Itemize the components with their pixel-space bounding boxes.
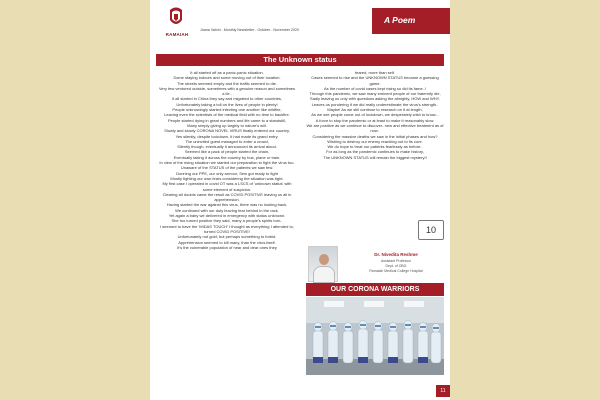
poem-line: We are positive as we continue to discover- new and effective treatment as of now.. [306,122,444,134]
ramaiah-logo [164,6,188,42]
poem-line: It's the vulnerable population of near and dear ones they [177,244,277,250]
poem-line: Unfortunately not gold, but perhaps something to forbid. [177,234,277,240]
poem-line: Mostly fighting our own fears considering the situation was tight. [170,175,284,181]
page-badge: 10 [418,220,444,240]
poem-line: She too turned positive they said, many a people's spirits torn.. [171,218,283,224]
author-dept: Dept. of OBG [385,264,407,268]
poem-line: People started dying in great numbers and life came to a standstill, [167,117,287,123]
poem-line: We continued with our duty leaving fear behind in the rack. [175,207,279,213]
poem-line: Yes silently, despite lockdown, it had made its grand entry. [175,133,279,139]
article-title: The Unknown status [156,54,444,66]
poem-line: Silently though, eventually it announced its arrival aloud. [177,144,277,150]
poem-line: Unaware of the STATUS of the patients we saw few. [180,165,274,171]
poem-line: Very few ventured outside, sometimes with a genuine reason and sometimes a lie.. [158,85,296,97]
newsletter-page [150,0,450,400]
poem-line: Through this pandemic, we saw many eminent people of our fraternity die, [309,91,441,97]
poem-line: Maybe! As we still continue to research on it at length, [327,107,423,113]
logo-text: RAMAIAH [165,32,189,37]
poem-line: Yet again a baby we delivered in emergency with status unknown. [168,213,286,219]
poem-line: People unknowingly started infecting one another like wildfire, [172,107,282,113]
author-title: Assistant Professor [380,259,412,263]
warriors-heading: OUR CORONA WARRIORS [306,283,444,296]
section-tab: A Poem [372,8,450,34]
poem-line: Wishing to destroy our enemy reaching out to its core. [327,138,423,144]
poem-column-left [158,70,296,396]
poem-line: Considering the massive deaths we saw in the initial phases and how? [312,133,438,139]
poem-line: Having started the war against this virus, there was no looking back. [166,202,288,208]
author-block [306,246,444,284]
poem-line: Leaving even the scientists of the medical field with no time to backfire. [164,112,290,118]
poem-line: A force to stop the pandemic or at least to make it reasonably slow. [315,117,435,123]
poem-line: The UNKNOWN STATUS will remain the biggest mystery!! [323,154,427,160]
poem-line: It all started in China they say and migrated to other countries, [171,96,283,102]
poem-line: Apprehension seemed to kill many, than the virus itself. [178,239,276,245]
poem-column-right [306,70,444,210]
poem-line: feared, more than self. [354,70,396,75]
poem-line: My first case I operated in covid OT was a LSCS of 'unknown status' with some element of suspicion. [162,181,292,192]
author-institution: Ramaiah Medical College Hospital [369,269,423,273]
poem-line: Unfortunately taking a toll on the lives of people in plenty! [176,101,278,107]
poem-line: We do hope to treat our patients fearlessly as before.. [327,144,423,150]
poem-line: As the number of covid cases kept rising so did its fame..! [323,85,427,91]
poem-line: The uninvited guest managed to enter a crowd, [185,138,269,144]
corona-warriors-photo [306,297,444,375]
poem-line: For as long as the pandemic continues to make history, [326,149,424,155]
poem-line: Sadly leaving us only with questions asking the almighty, HOW and WHY. [310,96,440,102]
page-number: 11 [436,385,450,397]
author-photo-body [313,266,335,283]
poem-line: Eventually taking it across the country by bus, plane or train. [173,154,281,160]
poem-line: As we see people come out of lockdown, we desperately wish to know... [311,112,439,118]
poem-line: Cases seemed to rise and the UNKNOWN STATUS became a guessing game. [311,75,439,86]
poem-line: I seemed to have the 'MIDAS TOUCH' I thought as everything I attended to, turned COVID POSITIVE! [160,223,294,234]
author-name: Dr. Nivedita Reshme [374,252,418,257]
poem-line: The streets seemed empty and the traffic seemed to die. [177,80,277,86]
page-header [150,0,450,46]
poem-line: It all started off as a panic-panic situation. [190,70,264,75]
warriors-photo-illustration [306,297,444,375]
poem-line: Donning our PPE, our only armour, Sew got ready to fight [176,170,278,176]
ramaiah-emblem-icon [168,6,184,30]
poem-line: Seemed like a pack of people started the chain, [184,149,270,155]
poem-line: Many simply giving up largely to nature's will. [187,122,267,128]
poem-line: Slowly and slowly CORONA NOVEL VIRUS finally entered our country, [164,128,290,134]
poem-line: In view of the rising situation we started our preparation to fight the virus too. [159,160,295,166]
poem-line: Some staying indoors and some moving out of their location. [173,75,281,81]
newsletter-line: Jnana Vahini - Monthly Newsletter - October - November 2020 [200,28,300,32]
poem-line: Leaves us pondering if we did really underestimate the virus's strength.. [311,101,439,107]
author-photo-head [319,254,329,265]
author-photo [308,246,338,282]
poem-line: Clearing all doubts came the result as COVID POSITIVE leaving us all in apprehension. [162,191,292,203]
